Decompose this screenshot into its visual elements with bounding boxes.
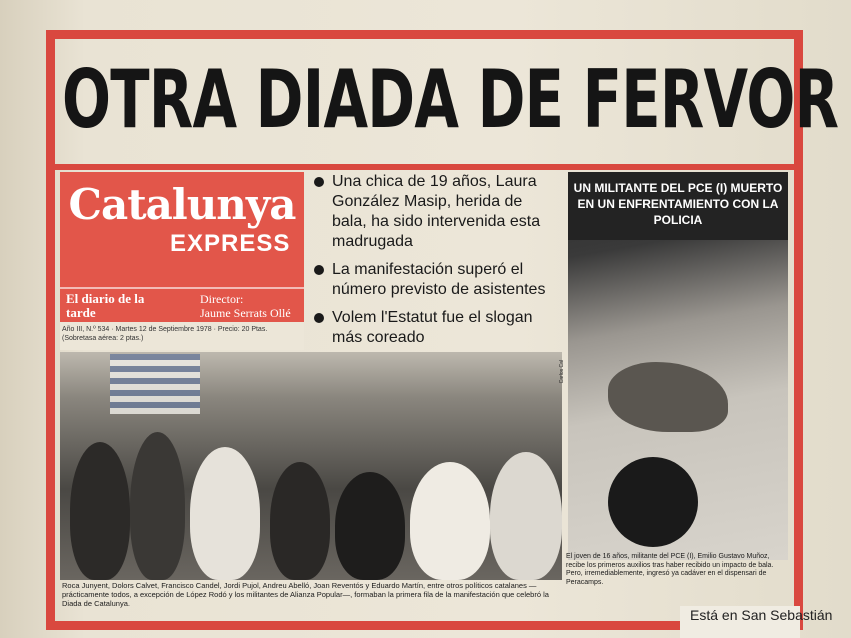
masthead	[60, 172, 304, 350]
photo-figure	[270, 462, 330, 580]
masthead-director	[200, 292, 304, 320]
photo-figure	[490, 452, 562, 580]
bullet-text: Volem l'Estatut fue el slogan más coreado	[332, 309, 533, 346]
bullet-dot-icon	[314, 265, 324, 275]
issue-info	[60, 322, 304, 350]
bullet-item	[310, 172, 560, 252]
headline-rule	[52, 164, 798, 170]
director-label: Director:	[200, 292, 244, 306]
headline: OTRA DIADA DE FERVOR	[62, 53, 839, 146]
bullet-text: Una chica de 19 años, Laura González Masip, herida de bala, ha sido intervenida esta madrugada	[332, 173, 541, 250]
flag-senyera	[110, 354, 200, 414]
bullet-item	[310, 260, 560, 300]
photo-figure	[190, 447, 260, 580]
issue-info-text: Año III, N.º 534 · Martes 12 de Septiembre 1978 · Precio: 20 Ptas.	[62, 326, 268, 333]
masthead-title: Catalunya	[68, 180, 296, 229]
bullet-list	[310, 172, 560, 356]
photo-figure	[335, 472, 405, 580]
photo-stain	[608, 457, 698, 547]
bullet-item	[310, 308, 560, 348]
bullet-text: La manifestación superó el número previsto de asistentes	[332, 261, 546, 298]
photo-figure	[130, 432, 185, 580]
masthead-subtitle: EXPRESS	[170, 230, 291, 257]
photo-figure	[70, 442, 130, 580]
crowd-photo	[60, 352, 562, 580]
masthead-divider	[60, 287, 304, 289]
bullet-dot-icon	[314, 177, 324, 187]
crowd-photo-caption: Roca Junyent, Dolors Calvet, Francisco Candel, Jordi Pujol, Andreu Abelló, Joan Reventós y Eduardo Martín, entre otros políticos catalanes —prácticamente todos, a excepción de López Rodó y los militantes de Alianza Popular—, formaban la primera fila de la manifestación que celebró la Diada de Catalunya.	[62, 581, 549, 608]
masthead-tagline: El diario de la tarde	[66, 291, 145, 320]
photo-shoe	[608, 362, 728, 432]
director-name: Jaume Serrats Ollé	[200, 306, 291, 320]
victim-photo-title: UN MILITANTE DEL PCE (I) MUERTO EN UN ENFRENTAMIENTO CON LA POLICIA	[573, 181, 783, 227]
issue-note: (Sobretasa aérea: 2 ptas.)	[62, 335, 144, 342]
photo-credit: Carlos Cal	[559, 360, 565, 384]
photo-figure	[410, 462, 490, 580]
bottom-teaser: Está en San Sebastián	[690, 607, 833, 623]
victim-photo	[568, 172, 788, 560]
victim-photo-caption: El joven de 16 años, militante del PCE (I), Emilio Gustavo Muñoz, recibe los primeros auxilios tras haber recibido un impacto de bala. Pero, irremediablemente, ingresó ya cadáver en el dispensari de Peracamps.	[566, 553, 774, 586]
bullet-dot-icon	[314, 313, 324, 323]
